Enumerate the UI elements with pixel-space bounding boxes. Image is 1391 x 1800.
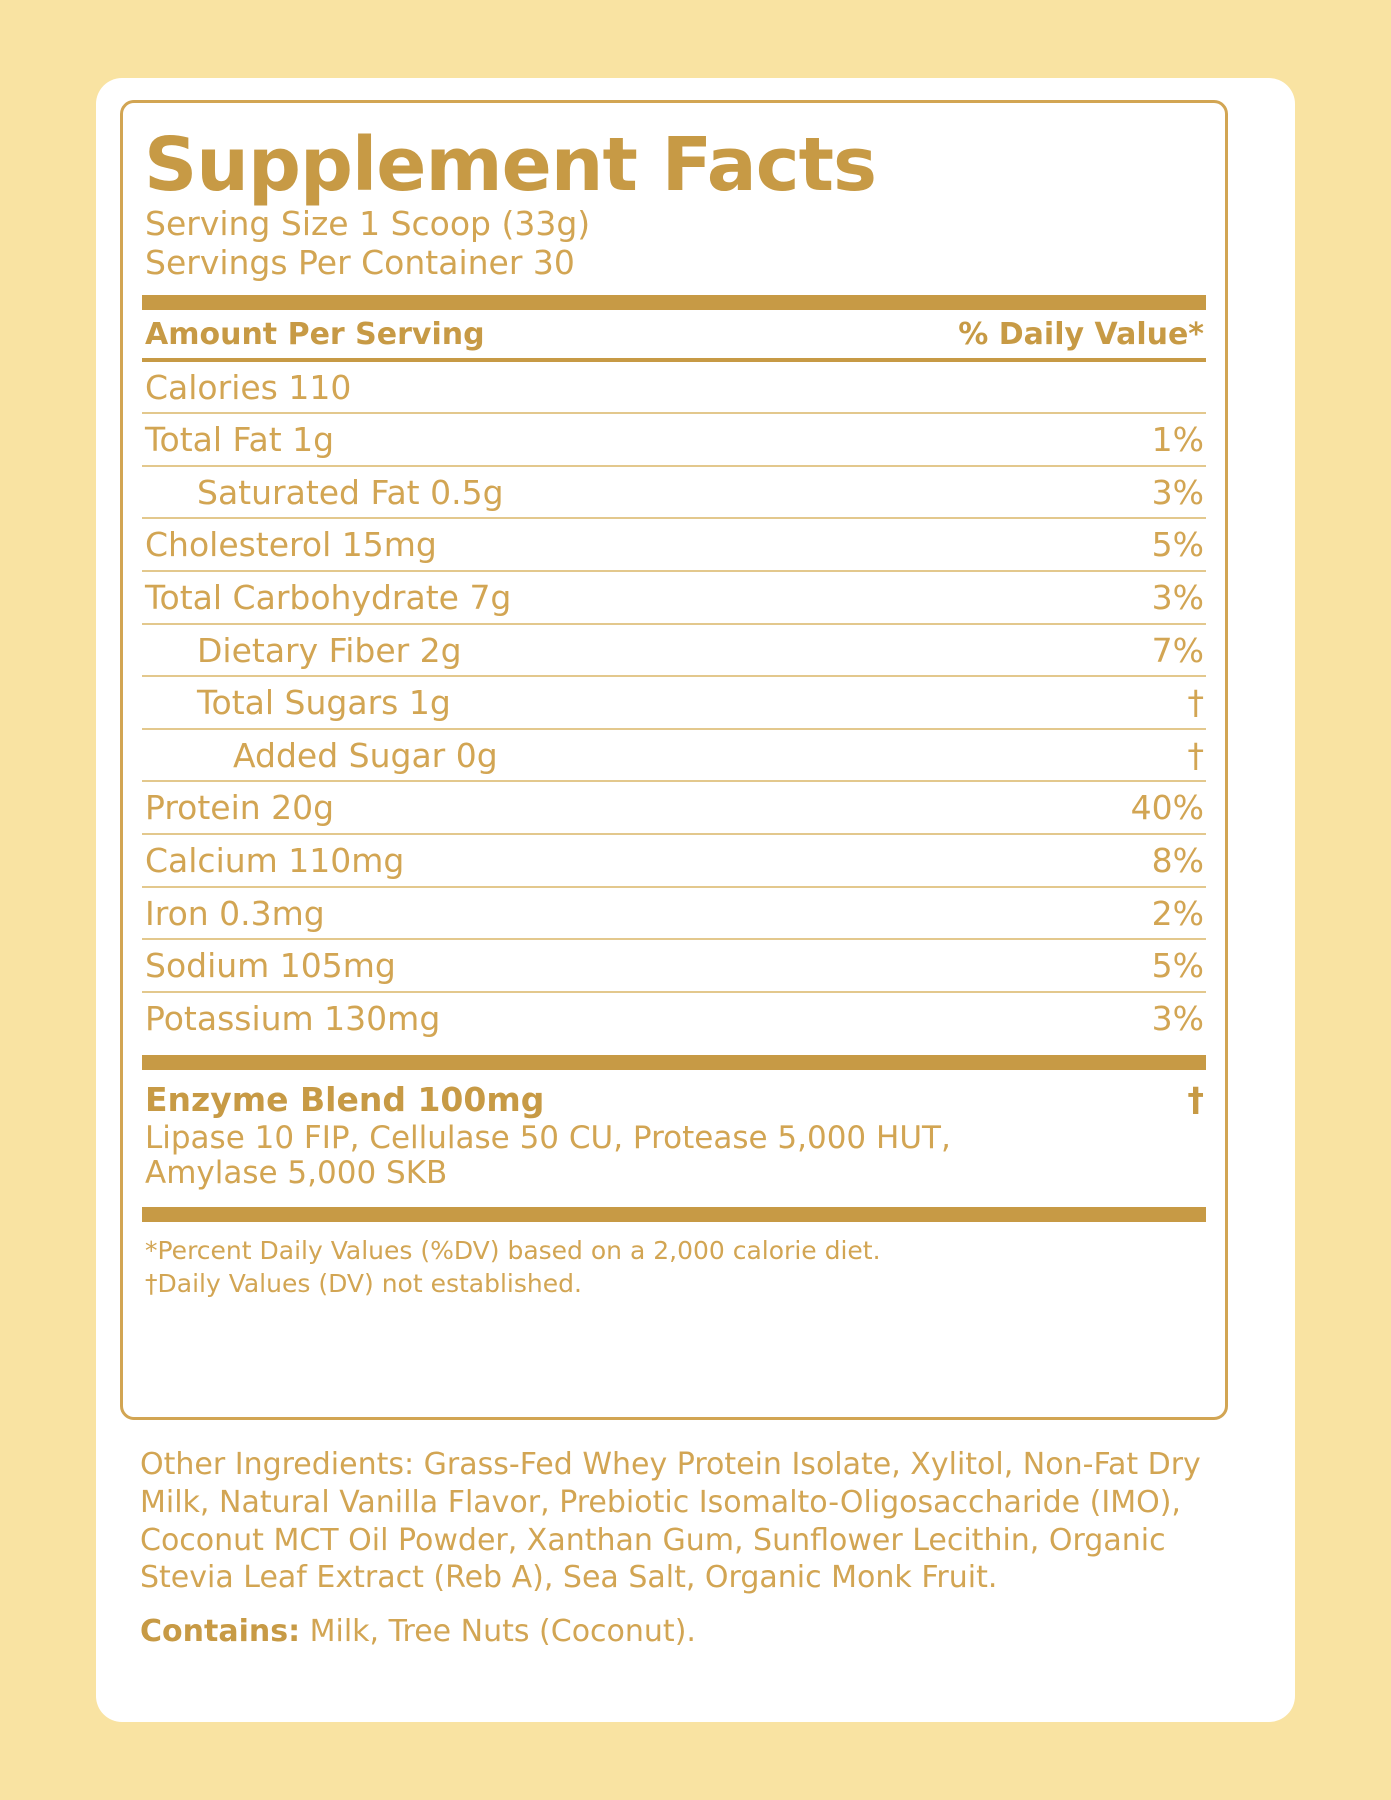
servings-per-container: Servings Per Container 30 xyxy=(145,242,575,282)
nutrient-dv: 3% xyxy=(1151,472,1204,512)
nutrient-dv: 3% xyxy=(1151,577,1204,617)
table-row xyxy=(142,888,1206,941)
table-row xyxy=(142,625,1206,678)
nutrient-dv: 40% xyxy=(1130,788,1204,828)
nutrient-label: Protein 20g xyxy=(145,788,335,828)
nutrient-label: Saturated Fat 0.5g xyxy=(197,472,504,512)
table-row xyxy=(142,835,1206,888)
table-row xyxy=(142,677,1206,730)
header-amount-per-serving: Amount Per Serving xyxy=(145,316,485,352)
contains-value: Milk, Tree Nuts (Coconut). xyxy=(309,1614,696,1650)
supplement-facts-panel xyxy=(120,100,1228,1420)
nutrient-dv: 1% xyxy=(1151,420,1204,460)
nutrient-label: Calories 110 xyxy=(145,367,352,407)
divider-thick-blend-bottom xyxy=(142,1207,1206,1222)
footnotes xyxy=(142,1222,1206,1302)
enzyme-blend-name: Enzyme Blend 100mg xyxy=(145,1080,545,1120)
table-row xyxy=(142,993,1206,1044)
nutrient-label: Iron 0.3mg xyxy=(145,893,325,933)
nutrient-label: Total Sugars 1g xyxy=(197,683,451,723)
contains-label: Contains: xyxy=(140,1614,301,1650)
table-row xyxy=(142,782,1206,835)
enzyme-blend-dv: † xyxy=(1187,1080,1204,1120)
serving-size: Serving Size 1 Scoop (33g) xyxy=(145,203,591,243)
nutrient-label: Sodium 105mg xyxy=(145,946,396,986)
nutrient-dv: 7% xyxy=(1151,630,1204,670)
divider-thick-blend-top xyxy=(142,1055,1206,1070)
nutrient-label: Potassium 130mg xyxy=(145,998,441,1038)
nutrient-label: Total Fat 1g xyxy=(145,420,335,460)
nutrient-dv: 8% xyxy=(1151,840,1204,880)
divider-thick-top xyxy=(142,295,1206,310)
table-row xyxy=(142,362,1206,415)
nutrient-dv: † xyxy=(1187,683,1204,723)
other-ingredients-text: Other Ingredients: Grass-Fed Whey Protein Isolate, Xylitol, Non-Fat Dry Milk, Natural Vanilla Flavor, Prebiotic Isomalto-Oligosaccharide (IMO), Coconut MCT Oil Powder, Xanthan Gum, Sunflower Lecithin, Organic Stevia Leaf Extract (Reb A), Sea Salt, Organic Monk Fruit. xyxy=(140,1447,1201,1596)
table-row xyxy=(142,730,1206,783)
page-title: Supplement Facts xyxy=(144,122,877,208)
contains-line xyxy=(140,1613,1250,1651)
enzyme-blend-detail: Lipase 10 FIP, Cellulase 50 CU, Protease 5,000 HUT, Amylase 5,000 SKB xyxy=(145,1120,951,1191)
header-daily-value: % Daily Value* xyxy=(958,316,1204,352)
nutrient-label: Added Sugar 0g xyxy=(233,735,498,775)
enzyme-blend-section xyxy=(142,1070,1206,1194)
table-row xyxy=(142,940,1206,993)
nutrient-dv: 2% xyxy=(1151,893,1204,933)
footnote-daily-value: *Percent Daily Values (%DV) based on a 2,000 calorie diet. xyxy=(145,1235,881,1265)
table-header xyxy=(142,310,1206,358)
footnote-not-established: †Daily Values (DV) not established. xyxy=(145,1269,582,1299)
table-row xyxy=(142,572,1206,625)
nutrient-dv: 5% xyxy=(1151,525,1204,565)
nutrient-dv: 5% xyxy=(1151,946,1204,986)
nutrient-label: Total Carbohydrate 7g xyxy=(145,577,512,617)
nutrient-dv: 3% xyxy=(1151,998,1204,1038)
nutrient-label: Calcium 110mg xyxy=(145,840,405,880)
table-row xyxy=(142,467,1206,520)
nutrient-label: Cholesterol 15mg xyxy=(145,525,437,565)
table-row xyxy=(142,519,1206,572)
nutrient-dv: † xyxy=(1187,735,1204,775)
supplement-facts-card xyxy=(96,78,1295,1722)
table-row xyxy=(142,414,1206,467)
nutrient-label: Dietary Fiber 2g xyxy=(197,630,462,670)
other-ingredients-section xyxy=(140,1446,1250,1651)
